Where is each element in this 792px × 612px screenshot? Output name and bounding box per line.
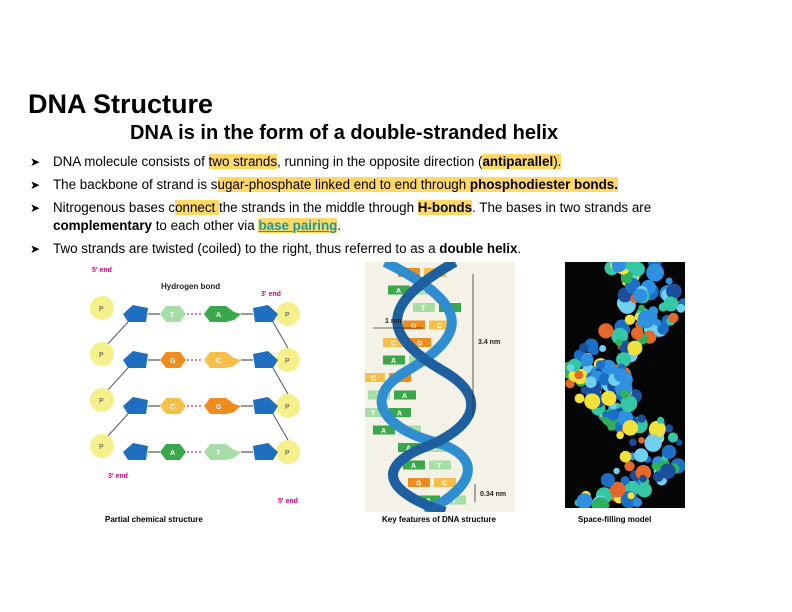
atom-sphere [614, 368, 628, 382]
base-pair-left-letter: C [391, 340, 397, 348]
pitch-label: 3.4 nm [478, 339, 501, 346]
right-base-ring [204, 352, 241, 368]
three-end-bottom-label: 3' end [108, 473, 128, 480]
hydrogen-bond-label: Hydrogen bond [161, 282, 221, 291]
base-pair-left-letter: A [391, 358, 397, 365]
page-subtitle: DNA is in the form of a double-stranded helix [130, 122, 559, 144]
atom-sphere [633, 289, 647, 303]
sugar-ring [253, 443, 278, 460]
base-pair-right-letter: C [432, 270, 438, 278]
base-pair-left-letter: A [406, 445, 412, 453]
right-base-ring [204, 444, 241, 460]
atom-sphere [620, 390, 629, 399]
atom-sphere [620, 451, 632, 463]
base-pair-right-letter: T [417, 358, 422, 365]
space-filling-figure [565, 262, 685, 508]
left-base-letter: G [170, 358, 176, 365]
right-base-letter: T [216, 450, 221, 457]
atom-sphere [616, 432, 624, 440]
chemical-structure-figure [88, 262, 313, 512]
sugar-ring [123, 351, 148, 368]
atom-sphere [663, 297, 678, 312]
base-pair-left-letter: A [411, 463, 417, 470]
atom-sphere [666, 278, 673, 285]
helix-diagram [365, 262, 515, 512]
phosphorus-symbol: P [99, 352, 104, 359]
atom-sphere [598, 323, 613, 338]
base-pair-left-letter: A [381, 428, 387, 435]
atom-sphere [574, 371, 583, 380]
atom-sphere [646, 264, 664, 282]
base-pair-left-letter: T [421, 305, 426, 313]
atom-sphere [567, 364, 574, 371]
atom-sphere [637, 415, 645, 423]
right-base-letter: G [216, 404, 222, 411]
right-base-letter: A [216, 312, 222, 319]
bullet-item: ➤ DNA molecule consists of two strands, running in the opposite direction (antiparallel). [30, 154, 562, 169]
bullet-item: ➤ Two strands are twisted (coiled) to the right, thus referred to as a double helix. [30, 241, 522, 256]
base-pair-right-letter: G [417, 340, 423, 348]
atom-sphere [581, 353, 594, 366]
base-pair-right-letter: C [437, 323, 443, 330]
arrow-bullet-icon: ➤ [30, 178, 41, 192]
base-pair-right-letter: T [422, 288, 427, 295]
atom-sphere [634, 448, 648, 462]
sugar-ring [253, 351, 278, 368]
right-base-letter: C [216, 358, 222, 365]
atom-sphere [662, 445, 676, 459]
atom-sphere [607, 422, 615, 430]
base-pair-right-letter: A [397, 410, 403, 418]
atom-sphere [627, 341, 642, 356]
base-pair-left-letter: T [371, 410, 376, 418]
phosphorus-symbol: P [285, 312, 290, 319]
atom-sphere [624, 461, 634, 471]
bullet-item: ➤ The backbone of strand is sugar-phosphate linked end to end through phosphodiester bonds. [30, 177, 618, 192]
backbone-link [273, 414, 288, 440]
atom-sphere [665, 424, 673, 432]
five-end-bottom-label: 5' end [278, 498, 298, 505]
atom-sphere [638, 437, 644, 443]
atom-sphere [625, 315, 635, 325]
phosphorus-symbol: P [99, 398, 104, 405]
arrow-bullet-icon: ➤ [30, 155, 41, 169]
base-pair-right-letter: T [452, 498, 457, 505]
atom-sphere [638, 305, 644, 311]
left-base-letter: C [170, 404, 176, 411]
arrow-bullet-icon: ➤ [30, 242, 41, 256]
atom-sphere [584, 393, 600, 409]
base-pair-left-letter: C [371, 375, 377, 383]
right-base-ring [204, 398, 241, 414]
base-pair-left-letter: A [426, 498, 432, 505]
rise-label: 0.34 nm [480, 491, 507, 498]
base-pair-left-letter: G [406, 270, 412, 278]
base-pair-right-letter: A [447, 305, 453, 313]
base-pair-right-letter: T [432, 445, 437, 453]
atom-sphere [616, 339, 623, 346]
atom-sphere [644, 435, 661, 452]
backbone-link [106, 322, 128, 346]
base-pair-left-letter: T [376, 393, 381, 400]
base-pair-right-letter: A [402, 393, 408, 400]
atom-sphere [596, 360, 605, 369]
atom-sphere [628, 492, 635, 499]
phosphorus-symbol: P [285, 450, 290, 457]
atom-sphere [602, 411, 608, 417]
sugar-ring [253, 397, 278, 414]
phosphorus-symbol: P [99, 306, 104, 313]
chemical-structure-diagram [88, 262, 313, 512]
sugar-ring [123, 305, 148, 322]
left-base-letter: T [170, 312, 175, 319]
atom-sphere [608, 409, 619, 420]
atom-sphere [676, 439, 682, 445]
bullet-list [30, 153, 750, 263]
one-nm-label: 1 nm [385, 318, 402, 325]
atom-sphere [654, 319, 661, 326]
base-pair-left-letter: G [411, 323, 417, 330]
phosphorus-symbol: P [285, 404, 290, 411]
sugar-ring [123, 397, 148, 414]
atom-sphere [668, 313, 678, 323]
atom-sphere [581, 387, 588, 394]
space-filling-caption: Space-filling model [578, 515, 652, 524]
atom-sphere [631, 327, 644, 340]
atom-sphere [599, 345, 606, 352]
atom-sphere [633, 498, 642, 507]
right-base-ring [204, 306, 241, 322]
helix-features-caption: Key features of DNA structure [382, 515, 496, 524]
left-base-letter: A [170, 450, 176, 457]
atom-sphere [629, 439, 637, 447]
atom-sphere [623, 420, 639, 436]
backbone-link [106, 368, 128, 392]
atom-sphere [660, 463, 676, 479]
three-end-top-label: 3' end [261, 291, 281, 298]
atom-sphere [624, 276, 632, 284]
atom-sphere [585, 376, 597, 388]
space-filling-image [565, 262, 685, 508]
atom-sphere [652, 463, 658, 469]
backbone-link [106, 414, 128, 438]
five-end-top-label: 5' end [92, 267, 112, 274]
base-pair-left-letter: G [416, 480, 422, 488]
backbone-link [273, 322, 288, 348]
bullet-item: ➤ Nitrogenous bases connect the strands in the middle through H-bonds. The bases in two strands are complementary to each other via base pairing. [30, 200, 652, 233]
atom-sphere [579, 343, 588, 352]
phosphorus-symbol: P [99, 444, 104, 451]
base-pair-right-letter: T [407, 428, 412, 435]
atom-sphere [638, 310, 656, 328]
base-pair-right-letter: C [442, 480, 448, 488]
atom-sphere [657, 417, 664, 424]
atom-sphere [613, 468, 619, 474]
sugar-ring [253, 305, 278, 322]
base-pairing-link[interactable]: base pairing [258, 218, 338, 233]
helix-features-figure [365, 262, 515, 512]
atom-sphere [601, 473, 615, 487]
atom-sphere [601, 391, 616, 406]
atom-sphere [639, 475, 647, 483]
chemical-structure-caption: Partial chemical structure [105, 515, 203, 524]
phosphorus-symbol: P [285, 358, 290, 365]
page-title: DNA Structure [28, 89, 214, 119]
base-pair-right-letter: T [437, 463, 442, 470]
sugar-ring [123, 443, 148, 460]
base-pair-left-letter: A [396, 288, 402, 295]
base-pair-right-letter: G [397, 375, 403, 383]
atom-sphere [575, 394, 585, 404]
backbone-link [273, 368, 288, 394]
arrow-bullet-icon: ➤ [30, 201, 41, 215]
